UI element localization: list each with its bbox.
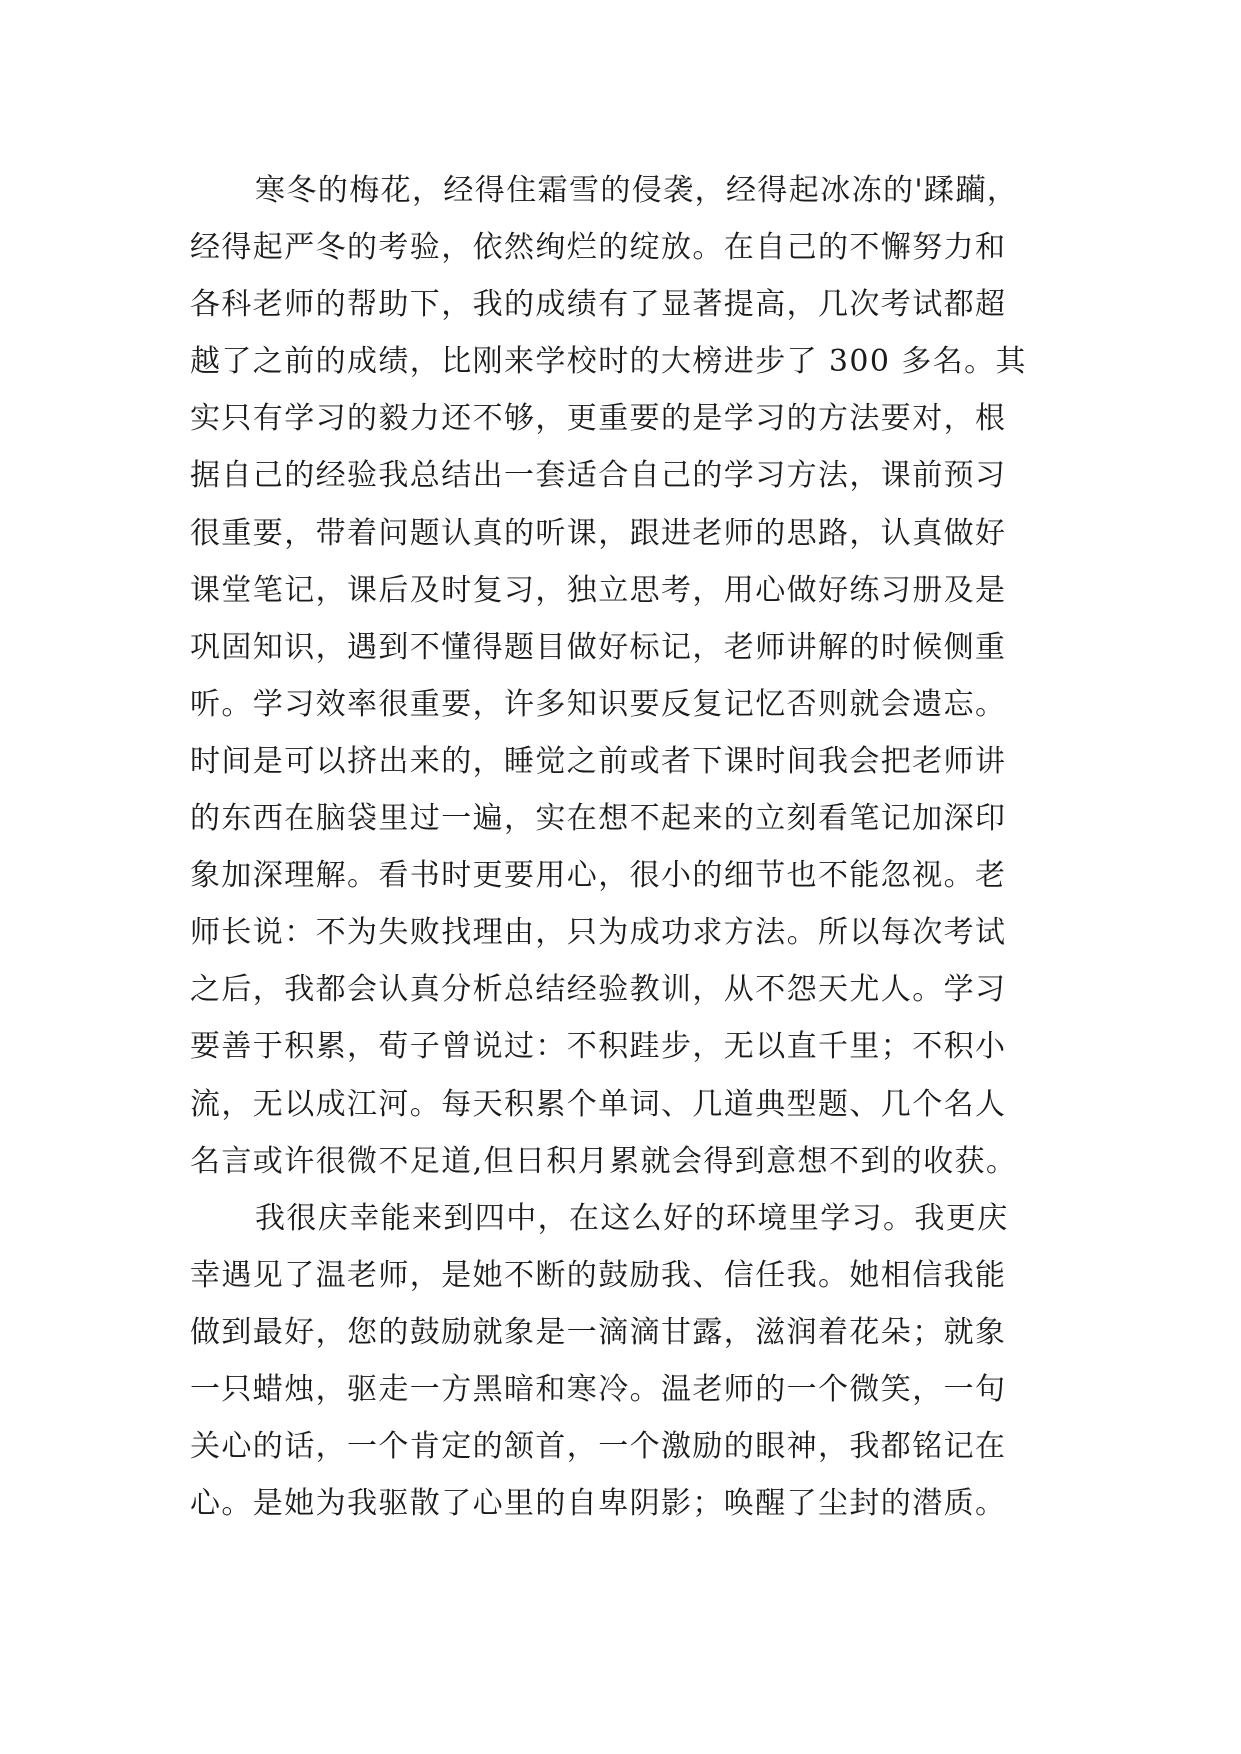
paragraph-line: 的东西在脑袋里过一遍，实在想不起来的立刻看笔记加深印 [190, 801, 1007, 837]
document-body [190, 162, 1070, 1532]
paragraph-line: 象加深理解。看书时更要用心，很小的细节也不能忽视。老 [190, 858, 1007, 894]
paragraph-line: 据自己的经验我总结出一套适合自己的学习方法，课前预习 [190, 458, 1007, 494]
paragraph-line: 时间是可以挤出来的，睡觉之前或者下课时间我会把老师讲 [190, 743, 1007, 779]
paragraph-line: 师长说：不为失败找理由，只为成功求方法。所以每次考试 [190, 915, 1007, 951]
paragraph-2 [190, 1190, 1070, 1533]
paragraph-line: 之后，我都会认真分析总结经验教训，从不怨天尤人。学习 [190, 972, 1007, 1008]
paragraph-line: 名言或许很微不足道,但日积月累就会得到意想不到的收获。 [190, 1143, 1018, 1179]
paragraph-line: 听。学习效率很重要，许多知识要反复记忆否则就会遗忘。 [190, 686, 1007, 722]
paragraph-line: 我很庆幸能来到四中，在这么好的环境里学习。我更庆 [255, 1200, 1009, 1236]
paragraph-line: 一只蜡烛，驱走一方黑暗和寒冷。温老师的一个微笑，一句 [190, 1371, 1007, 1407]
paragraph-line: 很重要，带着问题认真的听课，跟进老师的思路，认真做好 [190, 515, 1007, 551]
paragraph-line: 要善于积累，荀子曾说过：不积跬步，无以直千里；不积小 [190, 1029, 1007, 1065]
paragraph-line: 做到最好，您的鼓励就象是一滴滴甘露，滋润着花朵；就象 [190, 1314, 1007, 1350]
paragraph-line: 寒冬的梅花，经得住霜雪的侵袭，经得起冰冻的'蹂躏， [255, 173, 1019, 208]
paragraph-line: 关心的话，一个肯定的颔首，一个激励的眼神，我都铭记在 [190, 1429, 1007, 1465]
paragraph-line: 幸遇见了温老师，是她不断的鼓励我、信任我。她相信我能 [190, 1257, 1007, 1293]
paragraph-line: 各科老师的帮助下，我的成绩有了显著提高，几次考试都超 [190, 287, 1007, 323]
paragraph-line: 实只有学习的毅力还不够，更重要的是学习的方法要对，根 [190, 401, 1007, 437]
paragraph-line: 越了之前的成绩，比刚来学校时的大榜进步了 300 多名。其 [190, 344, 1027, 380]
paragraph-line: 巩固知识，遇到不懂得题目做好标记，老师讲解的时候侧重 [190, 629, 1007, 665]
paragraph-line: 流，无以成江河。每天积累个单词、几道典型题、几个名人 [190, 1086, 1007, 1122]
paragraph-line: 心。是她为我驱散了心里的自卑阴影；唤醒了尘封的潜质。 [190, 1486, 1007, 1522]
paragraph-line: 课堂笔记，课后及时复习，独立思考，用心做好练习册及是 [190, 572, 1007, 608]
paragraph-line: 经得起严冬的考验，依然绚烂的绽放。在自己的不懈努力和 [190, 230, 1007, 266]
paragraph-1 [190, 162, 1070, 1190]
